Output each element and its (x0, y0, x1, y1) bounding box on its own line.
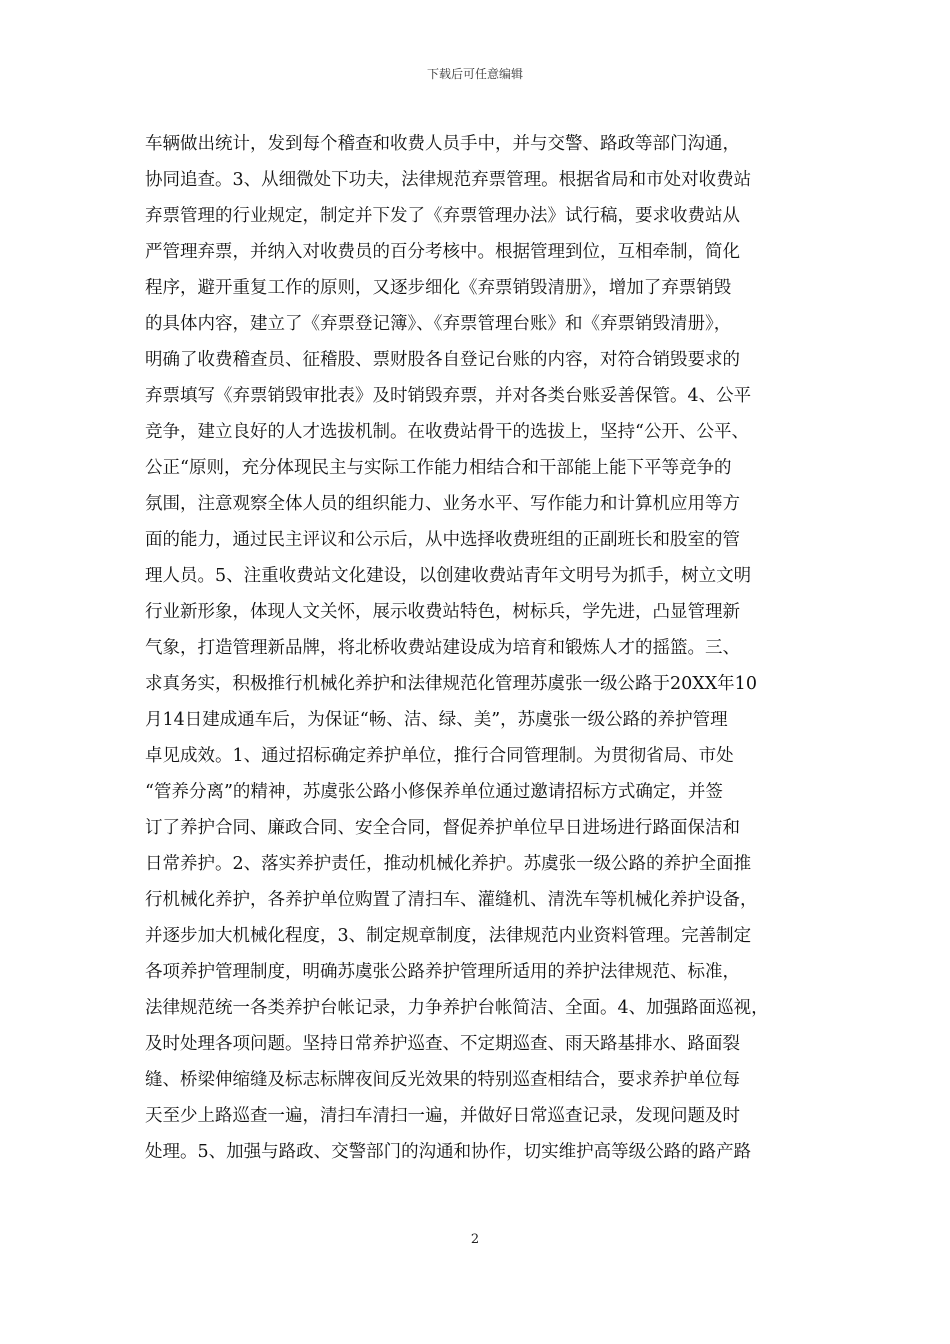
text-line: 日常养护。2、落实养护责任，推动机械化养护。苏虞张一级公路的养护全面推 (145, 854, 752, 874)
text-line: 卓见成效。1、通过招标确定养护单位，推行合同管理制。为贯彻省局、市处 (145, 746, 734, 766)
text-line: 订了养护合同、廉政合同、安全合同，督促养护单位早日进场进行路面保洁和 (145, 818, 740, 838)
text-line: 的具体内容，建立了《弃票登记簿》、《弃票管理台账》和《弃票销毁清册》， (145, 314, 732, 334)
text-line: 弃票填写《弃票销毁审批表》及时销毁弃票，并对各类台账妥善保管。4、公平 (145, 386, 752, 406)
text-line: 行机械化养护，各养护单位购置了清扫车、灌缝机、清洗车等机械化养护设备， (145, 890, 758, 910)
text-line: 并逐步加大机械化程度，3、制定规章制度，法律规范内业资料管理。完善制定 (145, 926, 752, 946)
text-line: 程序，避开重复工作的原则，又逐步细化《弃票销毁清册》，增加了弃票销毁 (145, 278, 732, 298)
page-header: 下载后可任意编辑 (426, 67, 523, 81)
text-line: 月14日建成通车后，为保证“畅、洁、绿、美”，苏虞张一级公路的养护管理 (145, 710, 728, 730)
text-line: 面的能力，通过民主评议和公示后，从中选择收费班组的正副班长和股室的管 (145, 530, 740, 550)
text-line: 求真务实，积极推行机械化养护和法律规范化管理苏虞张一级公路于20XX年10 (145, 674, 757, 694)
text-line: 车辆做出统计，发到每个稽查和收费人员手中，并与交警、路政等部门沟通， (145, 134, 740, 154)
text-line: 及时处理各项问题。坚持日常养护巡查、不定期巡查、雨天路基排水、路面裂 (145, 1034, 740, 1054)
text-line: 公正“原则，充分体现民主与实际工作能力相结合和干部能上能下平等竞争的 (145, 458, 732, 478)
text-line: 法律规范统一各类养护台帐记录，力争养护台帐简洁、全面。4、加强路面巡视， (145, 998, 769, 1018)
text-line: “管养分离”的精神，苏虞张公路小修保养单位通过邀请招标方式确定，并签 (145, 782, 723, 802)
text-line: 行业新形象，体现人文关怀，展示收费站特色，树标兵，学先进，凸显管理新 (145, 602, 740, 622)
text-line: 严管理弃票，并纳入对收费员的百分考核中。根据管理到位，互相牵制，简化 (145, 242, 740, 262)
text-line: 天至少上路巡查一遍，清扫车清扫一遍，并做好日常巡查记录，发现问题及时 (145, 1106, 740, 1126)
text-line: 理人员。5、注重收费站文化建设，以创建收费站青年文明号为抓手，树立文明 (145, 566, 752, 586)
text-line: 氛围，注意观察全体人员的组织能力、业务水平、写作能力和计算机应用等方 (145, 494, 740, 514)
page-number: 2 (470, 1232, 480, 1247)
text-line: 缝、桥梁伸缩缝及标志标牌夜间反光效果的特别巡查相结合，要求养护单位每 (145, 1070, 740, 1090)
text-line: 弃票管理的行业规定，制定并下发了《弃票管理办法》试行稿，要求收费站从 (145, 206, 740, 226)
text-line: 处理。5、加强与路政、交警部门的沟通和协作，切实维护高等级公路的路产路 (145, 1142, 752, 1162)
text-line: 各项养护管理制度，明确苏虞张公路养护管理所适用的养护法律规范、标准， (145, 962, 740, 982)
text-line: 协同追查。3、从细微处下功夫，法律规范弃票管理。根据省局和市处对收费站 (145, 170, 752, 190)
text-line: 气象，打造管理新品牌，将北桥收费站建设成为培育和锻炼人才的摇篮。三、 (145, 638, 740, 658)
text-line: 明确了收费稽查员、征稽股、票财股各自登记台账的内容，对符合销毁要求的 (145, 350, 740, 370)
document-body (145, 126, 805, 1170)
text-line: 竞争，建立良好的人才选拔机制。在收费站骨干的选拔上，坚持“公开、公平、 (145, 422, 749, 442)
